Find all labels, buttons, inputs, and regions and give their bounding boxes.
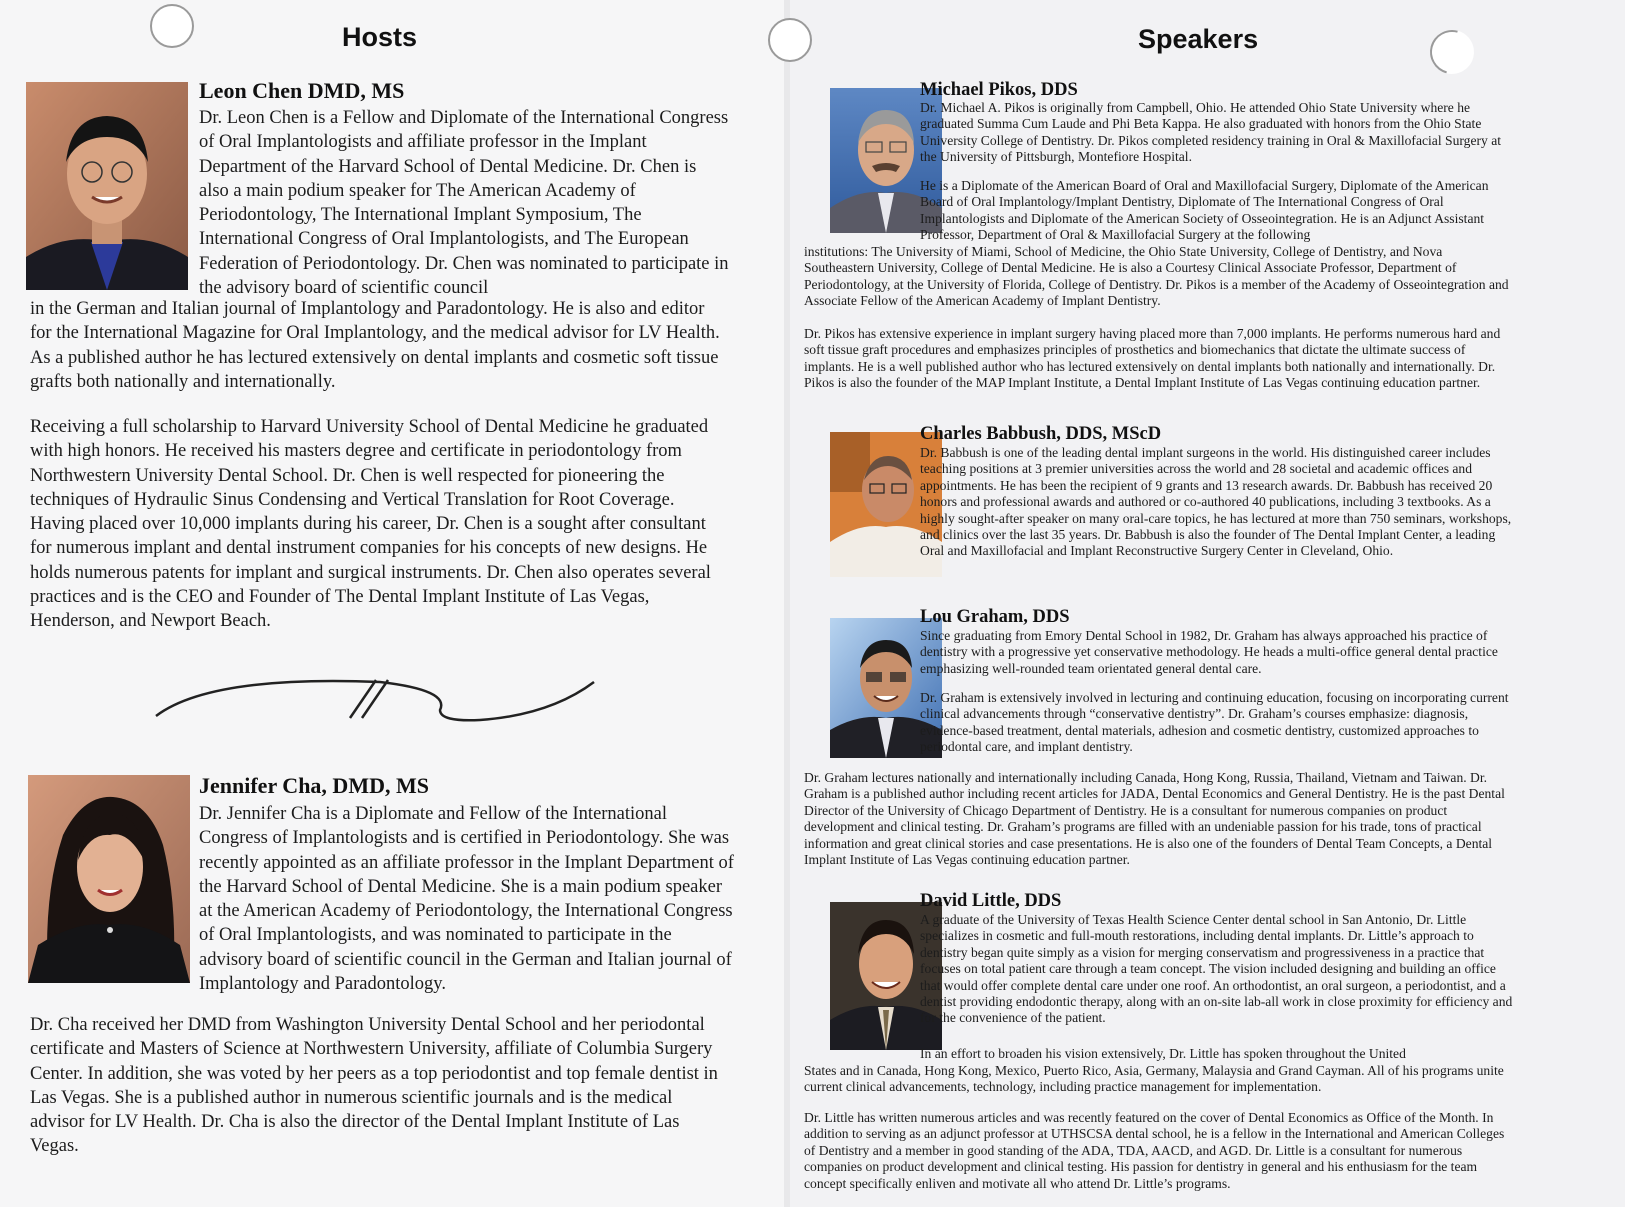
leon-chen-bio-continued: in the German and Italian journal of Implantology and Paradontology. He is also and editor for the International Magazine for Oral Implantology, and the medical advisor for LV Health. As a published author he has lectured extensively on dental implants and cosmetic soft tissue grafts both nationally and internationally.	[30, 299, 720, 392]
michael-pikos-bio-p2-intro: He is a Diplomate of the American Board of Oral and Maxillofacial Surgery, Diplomate of the American Board of Oral Implantology/Implant Dentistry, Diplomate of The International Congress of Oral Implantologists and Diplomate of the American Society of Osseointegration. He is an Adjunct Assistant Professor, Department of Oral & Maxillofacial Surgery at the following	[920, 178, 1489, 243]
jennifer-cha-photo	[28, 775, 190, 983]
michael-pikos-bio-p1: Dr. Michael A. Pikos is originally from Campbell, Ohio. He attended Ohio State University where he graduated Summa Cum Laude and Phi Beta Kappa. He also graduated with honors from the Ohio State University College of Dentistry. Dr. Pikos completed residency training in Oral & Maxillofacial Surgery at the University of Pittsburgh, Montefiore Hospital.	[920, 100, 1502, 165]
hosts-title: Hosts	[342, 22, 418, 52]
binder-hole	[150, 4, 194, 48]
jennifer-cha-bio-intro: Dr. Jennifer Cha is a Diplomate and Fellow of the International Congress of Implantologists and is certified in Periodontology. She was recently appointed as an affiliate professor in the Implant Department of the Harvard School of Dental Medicine. She is a main podium speaker at the American Academy of Periodontology, the International Congress of Oral Implantologists, and was nominated to participate in the advisory board of scientific council in the German and Italian journal of Implantology and Paradontology.	[199, 804, 734, 995]
hosts-page	[0, 0, 790, 1207]
speakers-page	[790, 0, 1625, 1207]
decorative-divider	[150, 670, 600, 730]
david-little-bio-p3: Dr. Little has written numerous articles and was recently featured on the cover of Dental Economics as Office of the Month. In addition to serving as an adjunct professor at UTHSCSA dental school, he is a fellow in the International and American Colleges of Dentistry and a member in good standing of the ADA, TDA, AACD, and AGD. Dr. Little is a consultant for numerous companies on product development and clinical testing. His passion for dentistry in general and his enthusiasm for the team concept specifically enliven and motivate all who attend Dr. Little’s programs.	[804, 1110, 1505, 1191]
jennifer-cha-bio-paragraph-2: Dr. Cha received her DMD from Washington University Dental School and her periodontal certificate and Masters of Science at Northwestern University, affiliate of Columbia Surgery Center. In addition, she was voted by her peers as a top periodontist and top female dentist in Las Vegas. She is a published author in numerous scientific journals and is the medical advisor for LV Health. Dr. Cha is also the director of the Dental Implant Institute of Las Vegas.	[30, 1015, 718, 1157]
david-little-name: David Little, DDS	[920, 891, 1062, 911]
jennifer-cha-name: Jennifer Cha, DMD, MS	[199, 773, 429, 798]
lou-graham-bio-p3: Dr. Graham lectures nationally and internationally including Canada, Hong Kong, Russia, Thailand, Vietnam and Taiwan. Dr. Graham is a published author including recent articles for JADA, Dental Economics and General Dentistry. He is the past Dental Director of the University of Chicago Department of Dentistry. He is a consultant for numerous companies on product development and clinical testing. Dr. Graham’s programs are filled with an undeniable passion for his trade, tons of practical information and great clinical stories and case presentations. He is also one of the founders of Dental Team Concepts, a Dental Implant Institute of Las Vegas continuing education partner.	[804, 770, 1505, 868]
charles-babbush-name: Charles Babbush, DDS, MScD	[920, 424, 1162, 444]
lou-graham-bio-p2: Dr. Graham is extensively involved in lecturing and continuing education, focusing on incorporating current clinical advancements through “conservative dentistry”. Dr. Graham’s courses emphasize: diagnosis, evidence-based treatment, dental materials, adhesion and cosmetic dentistry, customized approaches to periodontal care, and implant dentistry.	[920, 690, 1509, 755]
binder-hole	[768, 18, 812, 62]
leon-chen-bio-intro: Dr. Leon Chen is a Fellow and Diplomate of the International Congress of Oral Implantologists and affiliate professor in the Implant Department of the Harvard School of Dental Medicine. Dr. Chen is also a main podium speaker for The American Academy of Periodontology, The International Implant Symposium, The International Congress of Oral Implantologists, and The European Federation of Periodontology. Dr. Chen was nominated to participate in the advisory board of scientific council	[199, 108, 729, 299]
lou-graham-name: Lou Graham, DDS	[920, 607, 1070, 627]
leon-chen-bio-paragraph-2: Receiving a full scholarship to Harvard University School of Dental Medicine he graduated with high honors. He received his masters degree and certificate in periodontology from Northwestern University Dental School. Dr. Chen is well respected for pioneering the techniques of Hydraulic Sinus Condensing and Vertical Translation for Root Coverage. Having placed over 10,000 implants during his career, Dr. Chen is a sought after consultant for numerous implant and dental instrument companies for his concepts of new designs. He holds numerous patents for implant and surgical instruments. Dr. Chen also operates several practices and is the CEO and Founder of The Dental Implant Institute of Las Vegas, Henderson, and Newport Beach.	[30, 417, 711, 632]
leon-chen-photo	[26, 82, 188, 290]
speakers-title: Speakers	[1138, 24, 1259, 54]
binder-hole	[1422, 22, 1482, 82]
david-little-bio-p2-continued: States and in Canada, Hong Kong, Mexico, Puerto Rico, Asia, Germany, Malaysia and Grand Cayman. All of his programs unite current clinical advancements, technology, including practice management for implementation.	[804, 1063, 1504, 1095]
michael-pikos-name: Michael Pikos, DDS	[920, 80, 1078, 100]
michael-pikos-bio-p3: Dr. Pikos has extensive experience in implant surgery having placed more than 7,000 implants. He performs numerous hard and soft tissue graft procedures and emphasizes principles of prosthetics and biomechanics that dictate the ultimate success of implants. He is a well published author who has lectured extensively on dental implants both nationally and internationally. Dr. Pikos is also the founder of the MAP Implant Institute, a Dental Implant Institute of Las Vegas continuing education partner.	[804, 326, 1501, 391]
david-little-bio-p1: A graduate of the University of Texas Health Science Center dental school in San Antonio, Dr. Little specializes in cosmetic and full-mouth restorations, including dental implants. Dr. Little’s approach to dentistry began quite simply as a vision for merging conservatism and progressiveness in a practice that focuses on total patient care through a team concept. The vision included designing and building an office that would offer complete dental care under one roof. An orthodontist, an oral surgeon, a periodontist, and a dentist providing endodontic therapy, along with an on-site lab-all work in close proximity for efficiency and for the convenience of the patient.	[920, 912, 1513, 1026]
michael-pikos-bio-p2-continued: institutions: The University of Miami, School of Medicine, the Ohio State University, College of Dentistry, and Nova Southeastern University, College of Dental Medicine. He is also a Courtesy Clinical Associate Professor, Department of Periodontology, at the University of Florida, College of Dentistry. Dr. Pikos is a member of the Academy of Osseointegration and Associate Fellow of the American Academy of Implant Dentistry.	[804, 244, 1509, 309]
lou-graham-bio-p1: Since graduating from Emory Dental School in 1982, Dr. Graham has always approached his practice of dentistry with a progressive yet conservative methodology. He heads a multi-office general dental practice emphasizing well-rounded team orientated general dental care.	[920, 628, 1498, 676]
leon-chen-name: Leon Chen DMD, MS	[199, 78, 405, 103]
charles-babbush-bio-p1: Dr. Babbush is one of the leading dental implant surgeons in the world. His distinguished career includes teaching positions at 3 premier universities across the world and 28 societal and academic offices and appointments. He has been the recipient of 9 grants and 13 research awards. Dr. Babbush has received 20 honors and professional awards and authored or co-authored 40 publications, including 3 textbooks. As a highly sought-after speaker on many oral-care topics, he has lectured at more than 750 seminars, workshops, and clinics over the last 35 years. Dr. Babbush is also the founder of The Dental Implant Center, a leading Oral and Maxillofacial and Implant Reconstructive Surgery Center in Cleveland, Ohio.	[920, 445, 1512, 559]
david-little-bio-p2-intro: In an effort to broaden his vision extensively, Dr. Little has spoken throughout the United	[920, 1046, 1406, 1061]
